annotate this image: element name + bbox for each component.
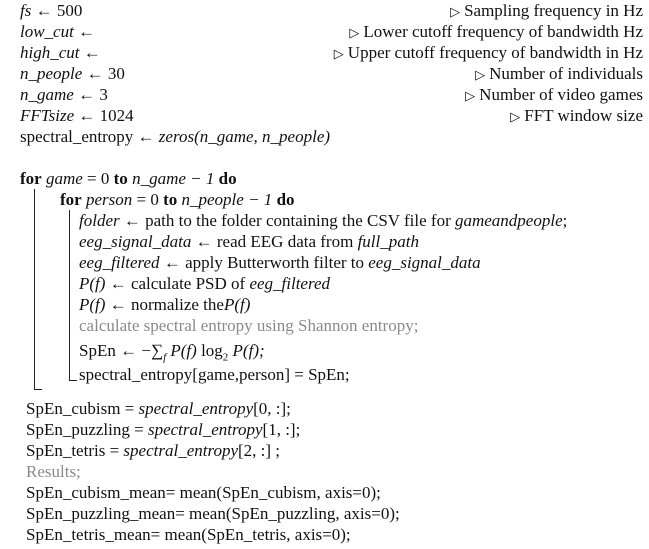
post-lhs: SpEn_puzzling =	[26, 420, 148, 439]
init-line-high-cut	[20, 42, 643, 63]
init-line-low-cut	[20, 21, 643, 42]
comment-triangle-icon: ▷	[465, 88, 476, 103]
comment-triangle-icon: ▷	[510, 109, 521, 124]
loop-var: game	[45, 169, 83, 188]
comment-triangle-icon: ▷	[450, 4, 461, 19]
init-var: FFTsize	[20, 106, 75, 125]
mean-text: SpEn_puzzling_mean= mean(SpEn_puzzling, axis=0);	[26, 504, 400, 523]
body-line-psd	[79, 273, 330, 294]
init-line-fftsize	[20, 105, 643, 126]
body-line-eeg-read	[79, 231, 419, 252]
body-var: folder	[79, 211, 120, 230]
assign-arrow: ←	[83, 43, 101, 62]
mean-line-puzzling	[26, 503, 400, 524]
init-var: high_cut	[20, 43, 80, 62]
sum-subscript: f	[163, 351, 167, 364]
post-tail: [0, :];	[253, 399, 291, 418]
results-label	[26, 461, 81, 482]
init-var: n_game	[20, 85, 74, 104]
inner-loop-header	[60, 189, 295, 210]
post-line-cubism	[26, 398, 291, 419]
init-comment: Number of video games	[479, 85, 643, 104]
init-var: fs	[20, 1, 32, 20]
init-value: 30	[107, 64, 125, 83]
post-expr: spectral_entropy	[147, 420, 263, 439]
se-lhs: spectral_entropy	[20, 127, 134, 146]
sum-symbol: ∑	[150, 341, 164, 360]
body-line-filter	[79, 252, 481, 273]
post-lhs: SpEn_tetris =	[26, 441, 124, 460]
loop-start: = 0	[87, 169, 110, 188]
init-value: 500	[56, 1, 83, 20]
assign-arrow: ←	[35, 1, 53, 20]
body-var: eeg_signal_data	[79, 232, 192, 251]
body-text: ← apply Butterworth filter to	[163, 253, 364, 272]
mean-line-cubism	[26, 482, 381, 503]
init-comment: Sampling frequency in Hz	[464, 1, 643, 20]
se-args: (n_game, n_people)	[194, 127, 331, 146]
body-punct: ;	[562, 211, 568, 230]
init-line-n-people	[20, 63, 643, 84]
body-arg: full_path	[357, 232, 419, 251]
comment-triangle-icon: ▷	[349, 25, 360, 40]
inner-loop-bar-foot	[69, 380, 77, 381]
assign-arrow: ←	[78, 106, 96, 125]
body-var: P(f)	[79, 274, 106, 293]
body-line-assign	[79, 364, 350, 385]
formula-pf: P(f)	[170, 341, 197, 360]
assign-arrow: ←	[86, 64, 104, 83]
body-line-gray-comment	[79, 315, 418, 336]
keyword-to: to	[163, 190, 178, 209]
post-line-puzzling	[26, 419, 300, 440]
keyword-do: do	[276, 190, 295, 209]
body-arg: eeg_filtered	[249, 274, 330, 293]
keyword-for: for	[20, 169, 42, 188]
outer-loop-header	[20, 168, 237, 189]
body-var: P(f)	[79, 295, 106, 314]
loop-var: person	[85, 190, 133, 209]
comment-triangle-icon: ▷	[475, 67, 486, 82]
mean-text: SpEn_tetris_mean= mean(SpEn_tetris, axis=0);	[26, 525, 351, 544]
outer-loop-bar	[34, 189, 35, 390]
gray-comment-text: calculate spectral entropy using Shannon entropy;	[79, 316, 419, 335]
post-tail: [1, :];	[262, 420, 301, 439]
post-lhs: SpEn_cubism =	[26, 399, 139, 418]
init-comment: Number of individuals	[489, 64, 643, 83]
assign-arrow: ←	[137, 127, 155, 146]
body-line-spen-formula	[79, 340, 265, 364]
se-func: zeros	[158, 127, 195, 146]
post-tail: [2, :] ;	[238, 441, 281, 460]
post-expr: spectral_entropy	[138, 399, 254, 418]
post-expr: spectral_entropy	[123, 441, 238, 460]
formula-pf2: P(f);	[232, 341, 265, 360]
init-value: 3	[99, 85, 108, 104]
body-text: ← read EEG data from	[195, 232, 354, 251]
keyword-to: to	[113, 169, 128, 188]
body-arg: P(f)	[223, 295, 251, 314]
formula-log: log	[201, 341, 223, 360]
body-arg: gameandpeople	[454, 211, 563, 230]
body-line-normalize	[79, 294, 250, 315]
init-line-fs	[20, 0, 643, 21]
loop-end: n_people − 1	[181, 190, 273, 209]
init-comment: Lower cutoff frequency of bandwidth Hz	[363, 22, 643, 41]
spen-lhs: SpEn ← −	[79, 341, 151, 360]
inner-loop-bar	[69, 210, 70, 381]
body-text: ← normalize the	[109, 295, 224, 314]
init-comment: Upper cutoff frequency of bandwidth in Hz	[347, 43, 643, 62]
spectral-entropy-init-line	[20, 126, 330, 147]
loop-start: = 0	[136, 190, 159, 209]
body-var: eeg_filtered	[79, 253, 160, 272]
assign-arrow: ←	[78, 85, 96, 104]
results-text: Results;	[26, 462, 81, 481]
body-line-folder	[79, 210, 567, 231]
comment-triangle-icon: ▷	[333, 46, 344, 61]
body-arg: eeg_signal_data	[368, 253, 481, 272]
mean-text: SpEn_cubism_mean= mean(SpEn_cubism, axis=0);	[26, 483, 381, 502]
init-line-n-game	[20, 84, 643, 105]
assign-text: spectral_entropy[game,person] = SpEn;	[79, 365, 350, 384]
loop-end: n_game − 1	[132, 169, 215, 188]
keyword-for: for	[60, 190, 82, 209]
init-var: low_cut	[20, 22, 74, 41]
body-text: ← calculate PSD of	[109, 274, 246, 293]
init-value: 1024	[99, 106, 134, 125]
outer-loop-bar-foot	[34, 389, 42, 390]
assign-arrow: ←	[78, 22, 96, 41]
mean-line-tetris	[26, 524, 351, 545]
post-line-tetris	[26, 440, 280, 461]
init-comment: FFT window size	[524, 106, 643, 125]
body-text: ← path to the folder containing the CSV file for	[123, 211, 451, 230]
keyword-do: do	[218, 169, 237, 188]
init-var: n_people	[20, 64, 83, 83]
log-subscript: 2	[222, 351, 229, 364]
